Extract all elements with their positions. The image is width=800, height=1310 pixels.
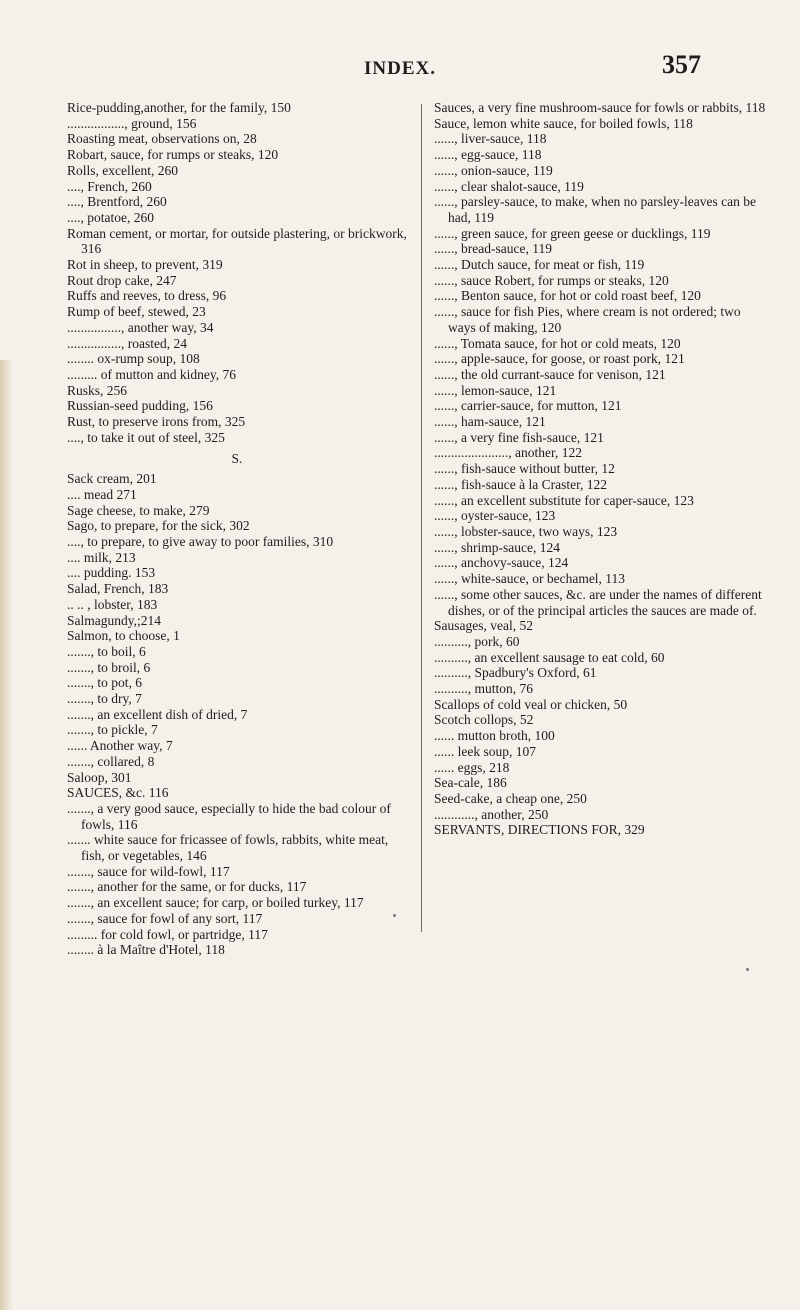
index-entry: ......, bread-sauce, 119 — [434, 241, 552, 257]
index-entry: ................., ground, 156 — [67, 115, 197, 131]
index-entry: ......., to pickle, 7 — [67, 722, 158, 738]
index-entry: ......, Dutch sauce, for meat or fish, 119 — [434, 257, 645, 273]
index-entry: ...... leek soup, 107 — [434, 743, 536, 759]
index-entry: Ruffs and reeves, to dress, 96 — [67, 288, 227, 304]
page-header-title: INDEX. — [364, 58, 436, 79]
index-entry: Rust, to preserve irons from, 325 — [67, 414, 246, 430]
index-entry: ...., to take it out of steel, 325 — [67, 429, 225, 445]
index-section-heading: S. — [231, 451, 243, 467]
index-entry: Sauces, a very fine mushroom-sauce for fowls or rabbits, 118 — [434, 100, 766, 115]
index-entry: ......., to dry, 7 — [67, 691, 142, 707]
index-entry: Rout drop cake, 247 — [67, 272, 177, 288]
index-entry: Roasting meat, observations on, 28 — [67, 131, 257, 147]
index-entry: ......, lobster-sauce, two ways, 123 — [434, 523, 618, 539]
index-entry: ......... of mutton and kidney, 76 — [67, 366, 236, 382]
index-entry: ......., an excellent dish of dried, 7 — [67, 706, 248, 722]
index-entry: ......, fish-sauce without butter, 12 — [434, 461, 615, 477]
index-entry: ......, parsley-sauce, to make, when no parsley-leaves can be had, 119 — [434, 194, 756, 225]
index-entry: .. .. , lobster, 183 — [67, 596, 158, 612]
index-entry: Russian-seed pudding, 156 — [67, 398, 213, 414]
index-entry: ......... for cold fowl, or partridge, 117 — [67, 926, 268, 942]
index-entry: ......, onion-sauce, 119 — [434, 162, 553, 178]
index-entry: SAUCES, &c. 116 — [67, 785, 169, 801]
index-entry: Sea-cale, 186 — [434, 775, 507, 791]
index-entry: ...... Another way, 7 — [67, 738, 173, 754]
index-entry: ............, another, 250 — [434, 806, 549, 822]
index-entry: Seed-cake, a cheap one, 250 — [434, 790, 587, 806]
index-entry: Scotch collops, 52 — [434, 712, 534, 728]
index-entry: ......., an excellent sauce; for carp, or boiled turkey, 117 — [67, 895, 364, 911]
index-entry: Rolls, excellent, 260 — [67, 162, 178, 178]
print-speck — [746, 968, 749, 971]
column-divider — [421, 104, 422, 932]
index-entry: Salmon, to choose, 1 — [67, 628, 180, 644]
index-entry: .........., Spadbury's Oxford, 61 — [434, 665, 597, 681]
index-entry: ......., to boil, 6 — [67, 643, 146, 659]
index-entry: Sausages, veal, 52 — [434, 618, 533, 634]
index-entry: Salmagundy,;214 — [67, 612, 161, 628]
index-entry: Rump of beef, stewed, 23 — [67, 304, 206, 320]
index-entry: .........., mutton, 76 — [434, 681, 534, 697]
index-column-left — [67, 100, 407, 958]
index-entry: ...., to prepare, to give away to poor families, 310 — [67, 533, 334, 549]
index-entry: ......, carrier-sauce, for mutton, 121 — [434, 398, 622, 414]
page-number: 357 — [662, 50, 701, 79]
index-entry: ......, oyster-sauce, 123 — [434, 508, 556, 524]
index-entry: ...., potatoe, 260 — [67, 209, 154, 225]
index-entry: ......, an excellent substitute for caper-sauce, 123 — [434, 492, 694, 508]
index-entry: ...... mutton broth, 100 — [434, 728, 555, 744]
index-entry: ................, another way, 34 — [67, 319, 214, 335]
index-entry: SERVANTS, DIRECTIONS FOR, 329 — [434, 822, 645, 838]
index-entry: Sage cheese, to make, 279 — [67, 502, 210, 518]
index-entry: ...., French, 260 — [67, 178, 152, 194]
index-entry: ......., collared, 8 — [67, 753, 155, 769]
index-entry: Rice-pudding,another, for the family, 150 — [67, 100, 291, 115]
index-entry: ......, white-sauce, or bechamel, 113 — [434, 571, 626, 587]
index-entry: Scallops of cold veal or chicken, 50 — [434, 696, 628, 712]
index-entry: Sauce, lemon white sauce, for boiled fowls, 118 — [434, 115, 693, 131]
index-entry: ......., another for the same, or for ducks, 117 — [67, 879, 307, 895]
index-entry: .... milk, 213 — [67, 549, 136, 565]
index-entry: .........., pork, 60 — [434, 633, 520, 649]
index-entry: ......., sauce for wild-fowl, 117 — [67, 863, 230, 879]
index-entry: ......, shrimp-sauce, 124 — [434, 539, 560, 555]
index-entry: .........., an excellent sausage to eat cold, 60 — [434, 649, 665, 665]
index-entry: ......, apple-sauce, for goose, or roast pork, 121 — [434, 351, 685, 367]
index-entry: ......, Tomata sauce, for hot or cold meats, 120 — [434, 335, 681, 351]
index-entry: ......, sauce Robert, for rumps or steaks, 120 — [434, 272, 669, 288]
index-entry: .... pudding. 153 — [67, 565, 156, 581]
index-entry: ......, Benton sauce, for hot or cold roast beef, 120 — [434, 288, 701, 304]
index-entry: ......, sauce for fish Pies, where cream is not ordered; two ways of making, 120 — [434, 304, 741, 335]
index-entry: Saloop, 301 — [67, 769, 132, 785]
index-entry: Robart, sauce, for rumps or steaks, 120 — [67, 147, 279, 163]
index-entry: ......, lemon-sauce, 121 — [434, 382, 557, 398]
index-entry: ...., Brentford, 260 — [67, 194, 167, 210]
index-entry: ......, green sauce, for green geese or ducklings, 119 — [434, 225, 711, 241]
index-entry: ......., sauce for fowl of any sort, 117 — [67, 910, 263, 926]
index-entry: ........ à la Maître d'Hotel, 118 — [67, 942, 225, 958]
index-entry: Rot in sheep, to prevent, 319 — [67, 257, 223, 273]
index-column-right — [434, 100, 770, 838]
index-entry: ......, the old currant-sauce for venison, 121 — [434, 366, 666, 382]
print-speck — [393, 914, 396, 917]
index-entry: ......, some other sauces, &c. are under the names of different dishes, or of the principal articles the sauces are made of. — [434, 586, 762, 618]
index-entry: ......, egg-sauce, 118 — [434, 147, 542, 163]
index-entry: Rusks, 256 — [67, 382, 128, 398]
index-entry: ......................, another, 122 — [434, 445, 582, 461]
index-entry: ....... white sauce for fricassee of fowls, rabbits, white meat, fish, or vegetables, 146 — [67, 832, 389, 864]
index-entry: ......, clear shalot-sauce, 119 — [434, 178, 584, 194]
index-entry: Roman cement, or mortar, for outside plastering, or brickwork, 316 — [67, 225, 407, 257]
index-entry: Sago, to prepare, for the sick, 302 — [67, 518, 250, 534]
index-entry: ........ ox-rump soup, 108 — [67, 351, 200, 367]
index-entry: ......, anchovy-sauce, 124 — [434, 555, 569, 571]
index-entry: Salad, French, 183 — [67, 581, 169, 597]
index-entry: ......., to broil, 6 — [67, 659, 151, 675]
index-entry: ......, ham-sauce, 121 — [434, 414, 546, 430]
index-entry: ......, a very fine fish-sauce, 121 — [434, 429, 604, 445]
page-spine-shadow — [0, 360, 14, 1310]
index-entry: Sack cream, 201 — [67, 471, 157, 487]
index-entry: .... mead 271 — [67, 486, 137, 502]
index-entry: ......, fish-sauce à la Craster, 122 — [434, 476, 608, 492]
index-entry: ................, roasted, 24 — [67, 335, 187, 351]
index-entry: ......., to pot, 6 — [67, 675, 143, 691]
index-entry: ...... eggs, 218 — [434, 759, 510, 775]
index-entry: ......., a very good sauce, especially to hide the bad colour of fowls, 116 — [67, 800, 391, 832]
index-entry: ......, liver-sauce, 118 — [434, 131, 547, 147]
